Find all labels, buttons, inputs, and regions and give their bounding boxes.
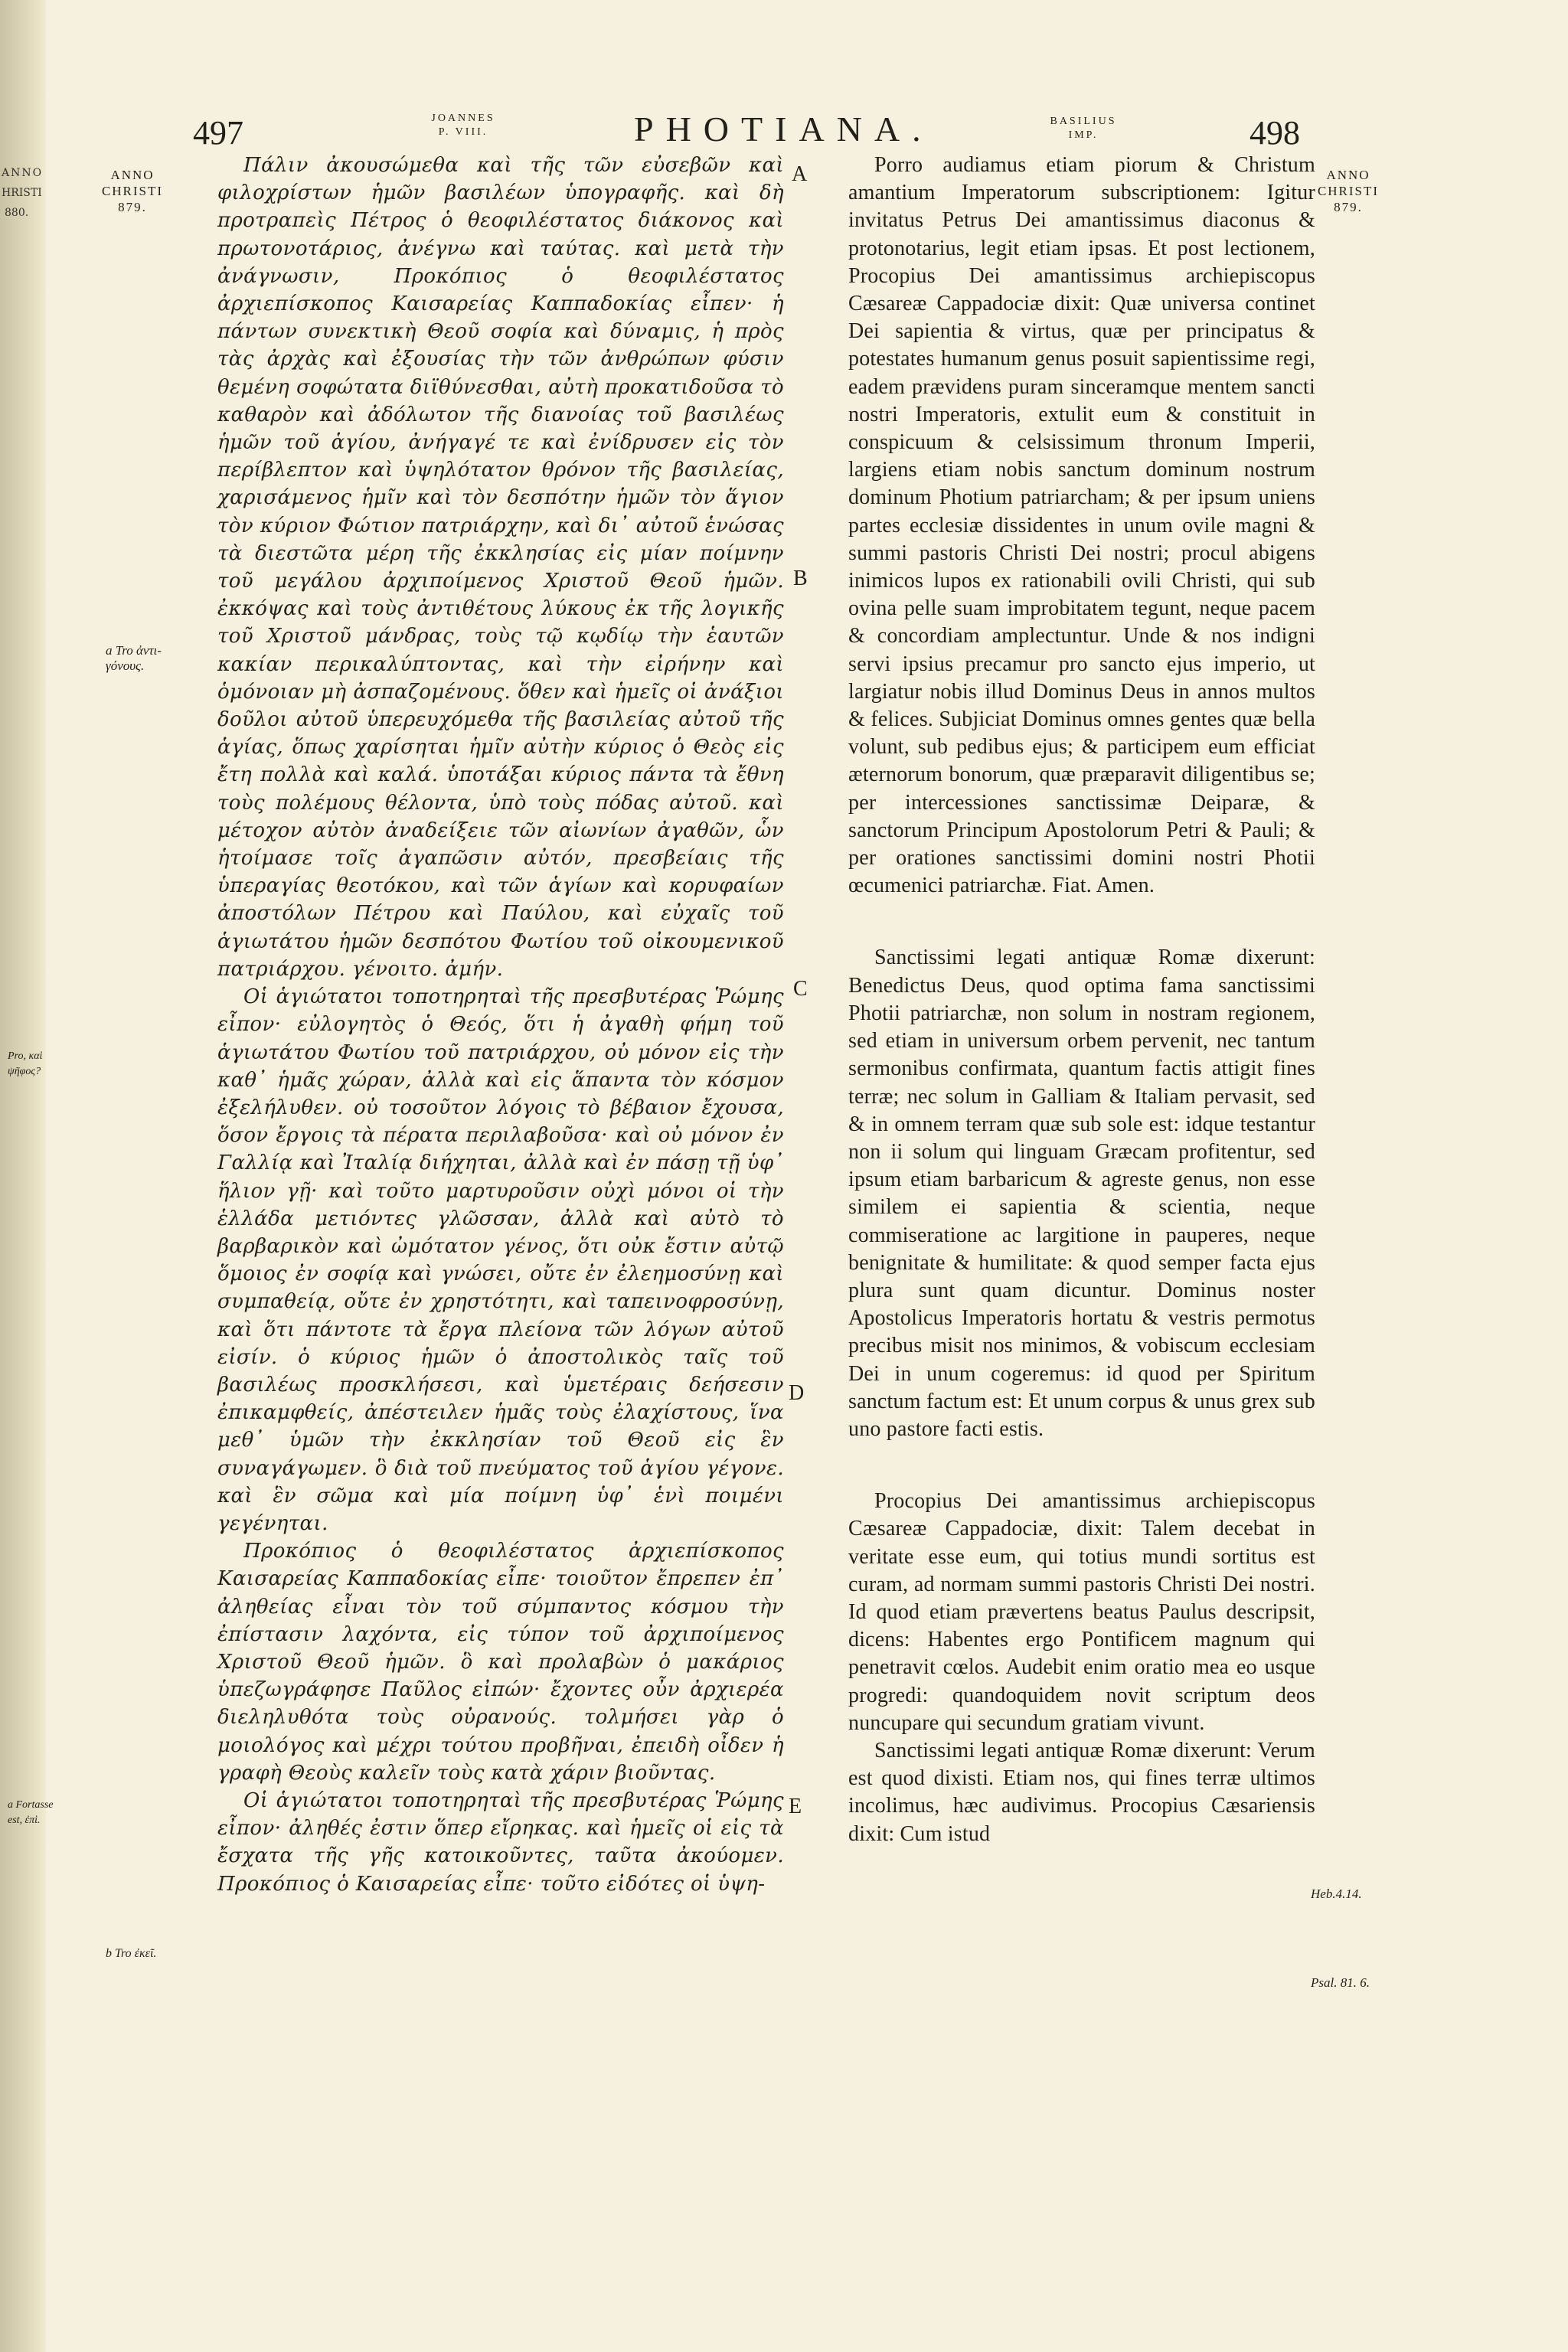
latin-paragraph: Sanctissimi legati antiquæ Romæ dixerunt: Verum est quod dixisti. Etiam nos, qui fines terræ ultimos incolimus, hæc audivimus. Procopius Cæsariensis dixit: Cum istud [848,1738,1315,1846]
greek-paragraph: Οἱ ἁγιώτατοι τοποτηρηταὶ τῆς πρεσβυτέρας Ῥώμης εἶπον· ἀληθές ἐστιν ὅπερ εἴρηκας. καὶ ἡμεῖς οἱ εἰς τὰ ἔσχατα τῆς γῆς κατοικοῦντες, ταῦτα ἀκούομεν. Προκόπιος ὁ Καισαρείας εἶπε· τοῦτο εἰδότες οἱ ὑψη- [217,1788,784,1896]
section-marker-e: E [789,1795,802,1818]
greek-text-column [217,152,784,1898]
scripture-reference: Psal. 81. 6. [1311,1975,1370,1990]
latin-paragraph: Porro audiamus etiam piorum & Christum amantium Imperatorum subscriptionem: Igitur invitatus Petrus Dei amantissimus diaconus & protonotarius, legit etiam ipsas. Et post lectionem, Procopius Dei amantissimus archiepiscopus Cæsareæ Cappadociæ dixit: Quæ universa continet Dei sapientia & virtus, quæ per principatus & potestates humanum genus posuit sapientissime regi, eadem prævidens puram sinceramque mentem sancti nostri Imperatoris, extulit eum & constituit in conspicuum & celsissimum thronum Imperii, largiens etiam nobis sanctum dominum nostrum dominum Photium patriarcham; & per ipsum uniens partes ecclesiæ dissidentes in unum ovile magni & summi pastoris Christi Dei nostri; procul abigens inimicos lupos ex rationabili ovili Christi, qui sub ovina pelle suam improbitatem tegunt, neque pacem & concordiam amplectuntur. Unde & nos indigni servi ipsius precamur pro sancto ejus imperio, ut largiatur nobis illud Dominus Deus in annos multos & felices. Subjiciat Dominus omnes gentes quæ bella volunt, sub pedibus ejus; & participem eum efficiat æternorum bonorum, quæ præparavit diligentibus se; per intercessiones sanctissimæ Deiparæ, & sanctorum Principum Apostolorum Petri & Pauli; & per orationes sanctissimi domini nostri Photii œcumenici patriarchæ. Fiat. Amen. [848,153,1315,898]
book-spine [0,0,46,2352]
paragraph-gap [848,1443,1315,1488]
left-page-number: 497 [193,114,243,152]
marginal-note: Pro, καὶ ψῆφος? [8,1050,43,1077]
latin-paragraph: Sanctissimi legati antiquæ Romæ dixerunt: Benedictus Deus, quod optima fama sanctissimi Photii patriarchæ, non solum in nostram regionem, sed etiam in universum orbem pervenit, nec tantum sermonibus confirmata, quantum factis attigit fines terræ; nec solum in Galliam & Italiam pervasit, sed & in omnem terram quæ sub sole est: idque testantur non ii solum qui linguam Græcam profitentur, sed ipsum etiam barbaricum & agreste genus, non esse similem ei sapientia & scientia, neque commiseratione ac largitione in pauperes, neque benignitate & humilitate: & quod semper facta ejus plura sunt quam dicuntur. Dominus noster Apostolicus Imperatoris hortatu & vestris permotus precibus misit nos minimos, & vobiscum ecclesiam Dei in unum cogeremus: id quod per Spiritum sanctum factum est: Et unum corpus & unus grex sub uno pastore facti estis. [848,946,1315,1441]
latin-text-column [848,152,1315,1848]
right-year-note: ANNO CHRISTI 879. [1317,168,1380,214]
section-marker-a: A [792,162,808,186]
gutter-fragment: HRISTI [2,187,42,199]
marginal-note: a Fortasse est, ἐπὶ. [8,1799,54,1826]
gutter-fragment: ANNO [2,167,44,179]
scripture-reference: Heb.4.14. [1311,1886,1362,1901]
section-marker-b: B [793,567,808,590]
left-running-head: JOANNES P. VIII. [431,113,495,138]
greek-paragraph: Πάλιν ἀκουσώμεθα καὶ τῆς τῶν εὐσεβῶν καὶ φιλοχρίστων ἡμῶν βασιλέων ὑπογραφῆς. καὶ δὴ προτραπεὶς Πέτρος ὁ θεοφιλέστατος διάκονος καὶ πρωτονοτάριος, ἀνέγνω καὶ ταύτας. καὶ μετὰ τὴν ἀνάγνωσιν, Προκόπιος ὁ θεοφιλέστατος ἀρχιεπίσκοπος Καισαρείας Καππαδοκίας εἶπεν· ἡ πάντων συνεκτικὴ Θεοῦ σοφία καὶ δύναμις, ἡ πρὸς τὰς ἀρχὰς καὶ ἐξουσίας τὴν τῶν ἀνθρώπων φύσιν θεμένη σοφώτατα διϊθύνεσθαι, αὐτὴ προκατιδοῦσα τὸ καθαρὸν καὶ ἀδόλωτον τῆς διανοίας τοῦ βασιλέως ἡμῶν τοῦ ἁγίου, ἀνήγαγέ τε καὶ ἐνίδρυσεν εἰς τὸν περίβλεπτον καὶ ὑψηλότατον θρόνον τῆς βασιλείας, χαρισάμενος ἡμῖν καὶ τὸν δεσπότην ἡμῶν τὸν ἅγιον τὸν κύριον Φώτιον πατριάρχην, καὶ δι᾽ αὐτοῦ ἑνώσας τὰ διεστῶτα μέρη τῆς ἐκκλησίας εἰς μίαν ποίμνην τοῦ μεγάλου ἀρχιποίμενος Χριστοῦ Θεοῦ ἡμῶν. ἐκκόψας καὶ τοὺς ἀντιθέτους λύκους ἐκ τῆς λογικῆς τοῦ Χριστοῦ μάνδρας, τοὺς τῷ κῳδίῳ τὴν ἑαυτῶν κακίαν περικαλύπτοντας, καὶ τὴν εἰρήνην καὶ ὁμόνοιαν μὴ ἀσπαζομένους. ὅθεν καὶ ἡμεῖς οἱ ἀνάξιοι δοῦλοι αὐτοῦ ὑπερευχόμεθα τῆς βασιλείας αὐτοῦ τῆς ἁγίας, ὅπως χαρίσηται ἡμῖν αὐτὴν κύριος ὁ Θεὸς εἰς ἔτη πολλὰ καὶ καλά. ὑποτάξαι κύριος πάντα τὰ ἔθνη τοὺς πολέμους θέλοντα, ὑπὸ τοὺς πόδας αὐτοῦ. καὶ μέτοχον αὐτὸν ἀναδείξειε τῶν αἰωνίων ἀγαθῶν, ὧν ἡτοίμασε τοῖς ἀγαπῶσιν αὐτόν, πρεσβείαις τῆς ὑπεραγίας θεοτόκου, καὶ τῶν ἁγίων καὶ κορυφαίων ἀποστόλων Πέτρου καὶ Παύλου, καὶ εὐχαῖς τοῦ ἁγιωτάτου ἡμῶν δεσπότου Φωτίου τοῦ οἰκουμενικοῦ πατριάρχου. γένοιτο. ἀμήν. [217,154,784,981]
marginal-note: a Tro ἀντι- γόνους. [106,643,162,673]
latin-paragraph: Procopius Dei amantissimus archiepiscopus Cæsareæ Cappadociæ, dixit: Talem decebat in veritate esse eum, qui totius mundi sortitus est curam, ad normam summi pastoris Christi Dei nostri. Id quod etiam prævertens beatus Paulus descripsit, dicens: Habentes ergo Pontificem magnum qui penetravit cœlos. Audebit enim oratio mea eo usque progredi: quandoquidem novit scriptum deos nuncupare qui secundum gratiam vivunt. [848,1489,1315,1735]
section-marker-c: C [793,977,808,1001]
right-page-number: 498 [1250,114,1300,152]
marginal-note: b Tro ἐκεῖ. [106,1947,157,1960]
left-year-note: ANNO CHRISTI 879. [101,168,164,214]
gutter-fragment: 880. [5,207,29,219]
greek-paragraph: Προκόπιος ὁ θεοφιλέστατος ἀρχιεπίσκοπος Καισαρείας Καππαδοκίας εἶπε· τοιοῦτον ἔπρεπεν ἐπ᾽ ἀληθείας εἶναι τὸν τοῦ σύμπαντος κόσμου τὴν ἐπίστασιν λαχόντα, εἰς τύπον τοῦ ἀρχιποίμενος Χριστοῦ Θεοῦ ἡμῶν. ὃ καὶ προλαβὼν ὁ μακάριος ὑπεζωγράφησε Παῦλος εἰπών· ἔχοντες οὖν ἀρχιερέα διεληλυθότα τοὺς οὐρανούς. τολμήσει γὰρ ὁ μοιολόγος καὶ μέχρι τούτου προβῆναι, ἐπειδὴ οἶδεν ἡ γραφὴ Θεοὺς καλεῖν τοὺς κατὰ χάριν βιοῦντας. [217,1540,784,1785]
section-marker-d: D [789,1381,805,1405]
page-title: PHOTIANA. [634,109,933,149]
right-running-head: BASILIUS IMP. [1050,116,1117,141]
paragraph-gap [848,900,1315,944]
greek-paragraph: Οἱ ἁγιώτατοι τοποτηρηταὶ τῆς πρεσβυτέρας Ῥώμης εἶπον· εὐλογητὸς ὁ Θεός, ὅτι ἡ ἀγαθὴ φήμη τοῦ ἁγιωτάτου Φωτίου τοῦ πατριάρχου, οὐ μόνον εἰς τὴν καθ᾽ ἡμᾶς χώραν, ἀλλὰ καὶ εἰς ἅπαντα τὸν κόσμον ἐξελήλυθεν. οὐ τοσοῦτον λόγοις τὸ βέβαιον ἔχουσα, ὅσον ἔργοις τὰ πέρατα περιλαβοῦσα· καὶ οὐ μόνον ἐν Γαλλίᾳ καὶ Ἰταλίᾳ διήχηται, ἀλλὰ καὶ ἐν πάσῃ τῇ ὑφ᾽ ἥλιον γῇ· καὶ τοῦτο μαρτυροῦσιν οὐχὶ μόνοι οἱ τὴν ἑλλάδα μετιόντες γλῶσσαν, ἀλλὰ καὶ αὐτὸ τὸ βαρβαρικὸν καὶ ὠμότατον γένος, ὅτι οὐκ ἔστιν αὐτῷ ὅμοιος ἐν σοφίᾳ καὶ γνώσει, οὔτε ἐν ἐλεημοσύνῃ καὶ συμπαθείᾳ, οὔτε ἐν χρηστότητι, καὶ ταπεινοφροσύνῃ, καὶ ὅτι πάντοτε τὰ ἔργα πλείονα τῶν λόγων αὐτοῦ εἰσίν. ὁ κύριος ἡμῶν ὁ ἀποστολικὸς ταῖς τοῦ βασιλέως προσκλήσεσι, καὶ ὑμετέραις δεήσεσιν ἐπικαμφθείς, ἀπέστειλεν ἡμᾶς τοὺς ἐλαχίστους, ἵνα μεθ᾽ ὑμῶν τὴν ἐκκλησίαν τοῦ Θεοῦ εἰς ἓν συναγάγωμεν. ὃ διὰ τοῦ πνεύματος τοῦ ἁγίου γέγονε. καὶ ἓν σῶμα καὶ μία ποίμνη ὑφ᾽ ἑνὶ ποιμένι γεγένηται. [217,985,784,1535]
